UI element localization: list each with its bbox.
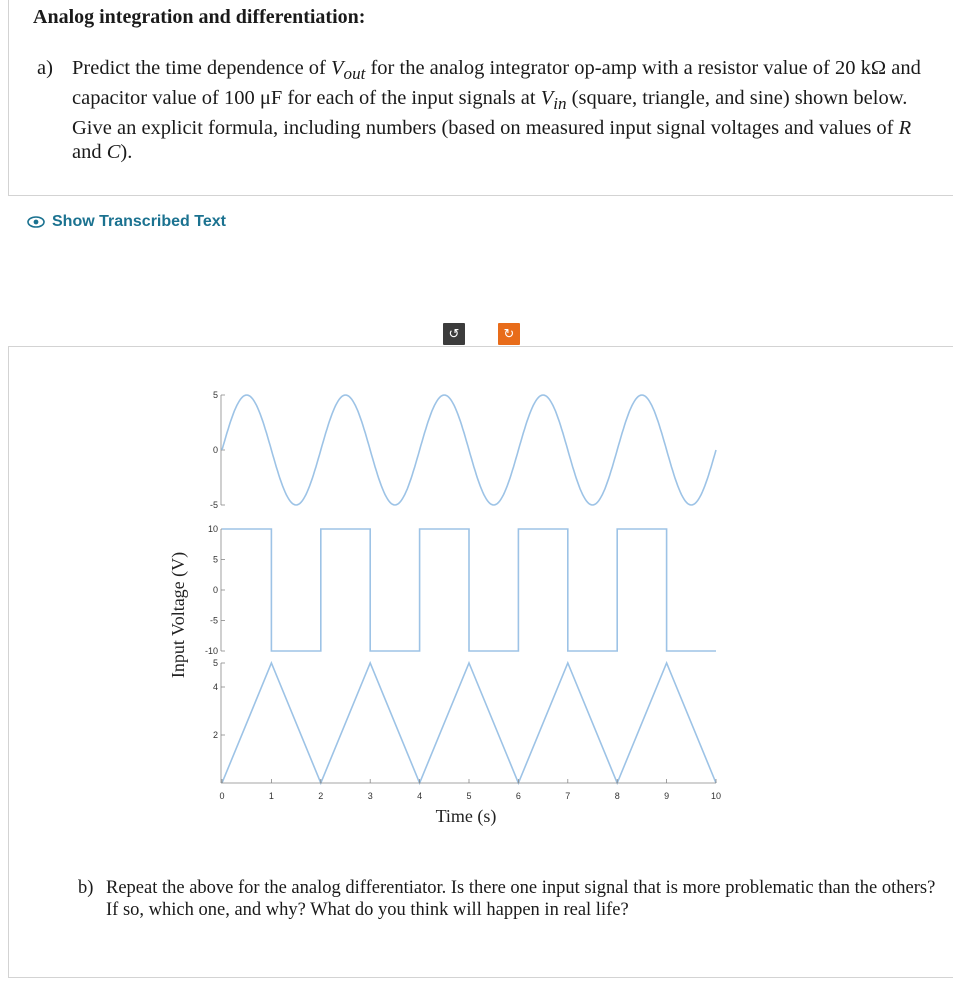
x-tick-label: 7 <box>565 791 571 801</box>
sine-y-tick-label: 0 <box>212 445 218 455</box>
part-b <box>78 877 938 921</box>
sine-series-line <box>222 395 716 505</box>
x-tick-label: 4 <box>417 791 423 801</box>
part-a-label: a) <box>37 57 53 79</box>
rotate-left-button[interactable] <box>443 323 465 345</box>
x-tick-label: 1 <box>268 791 274 801</box>
part-a <box>37 56 937 164</box>
part-a-text: Predict the time dependence of $V_{out}$ for the analog integrator op-amp with a resistor value of 20 kΩ and capacitor value of 100 μF for each of the input signals at $V_{in}$ (square, triangle, and sine) shown below. Give an explicit formula, including numbers (based on measured input signal voltages and values of R and C). <box>72 57 921 164</box>
square-series-line <box>222 529 716 651</box>
rotate-right-icon: ↻ <box>503 326 515 342</box>
sine-y-tick-label: 5 <box>212 390 218 400</box>
x-tick-label: 0 <box>219 791 225 801</box>
part-b-text: Repeat the above for the analog differentiator. Is there one input signal that is more problematic than the others? If so, which one, and why? What do you think will happen in real life? <box>106 878 936 920</box>
square-y-tick-label: -5 <box>209 615 218 626</box>
x-axis-label: Time (s) <box>435 806 497 826</box>
square-y-tick-label: 5 <box>212 554 218 565</box>
eye-icon <box>27 216 45 228</box>
triangle-y-tick-label: 5 <box>212 658 218 668</box>
square-y-tick-label: 10 <box>207 524 218 534</box>
square-y-tick-label: 0 <box>212 585 218 595</box>
triangle-y-tick-label: 2 <box>212 730 218 740</box>
question-title: Analog integration and differentiation: <box>33 6 366 28</box>
x-tick-label: 5 <box>466 791 472 801</box>
rotate-left-icon: ↺ <box>448 326 460 342</box>
x-tick-label: 8 <box>614 791 620 801</box>
input-voltage-chart <box>160 380 740 840</box>
x-tick-label: 10 <box>710 791 722 801</box>
triangle-series-line <box>222 663 716 783</box>
rotate-right-button[interactable] <box>498 323 520 345</box>
part-b-label: b) <box>78 878 94 898</box>
show-transcribed-text-link[interactable] <box>27 213 226 231</box>
x-tick-label: 2 <box>318 791 324 801</box>
show-transcribed-label: Show Transcribed Text <box>52 213 226 230</box>
y-axis-label: Input Voltage (V) <box>168 551 188 679</box>
x-tick-label: 6 <box>515 791 521 801</box>
x-tick-label: 3 <box>367 791 373 801</box>
sine-y-tick-label: -5 <box>209 500 218 510</box>
triangle-y-tick-label: 4 <box>212 682 218 692</box>
x-tick-label: 9 <box>664 791 670 801</box>
square-y-tick-label: -10 <box>204 646 218 656</box>
